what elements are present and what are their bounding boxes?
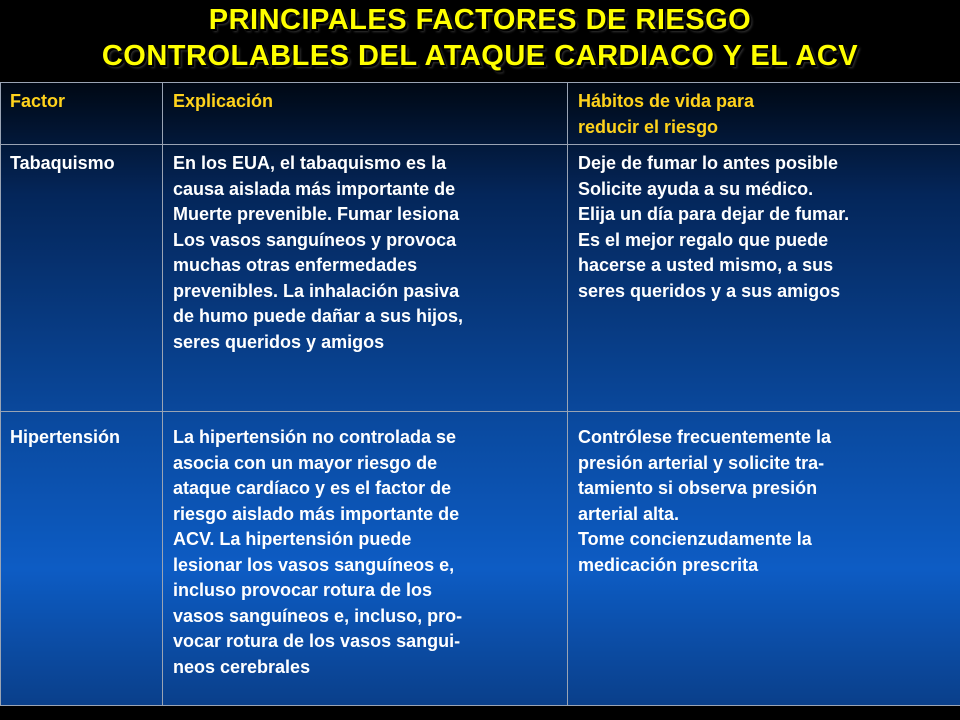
cell-habitos: Deje de fumar lo antes posible Solicite ayuda a su médico. Elija un día para dejar de fumar. Es el mejor regalo que puede hacerse a usted mismo, a sus seres queridos y a sus amigos [568, 145, 960, 412]
slide-title [0, 2, 960, 74]
cell-habitos: Contrólese frecuentemente la presión arterial y solicite tra- tamiento si observa presión arterial alta. Tome concienzudamente la medicación prescrita [568, 412, 960, 706]
table-row [1, 145, 960, 412]
slide-title-line-2: CONTROLABLES DEL ATAQUE CARDIACO Y EL ACV [101, 40, 859, 72]
cell-explicacion: En los EUA, el tabaquismo es la causa aislada más importante de Muerte prevenible. Fumar lesiona Los vasos sanguíneos y provoca muchas otras enfermedades prevenibles. La inhalación pasiva de humo puede dañar a sus hijos, seres queridos y amigos [163, 145, 568, 412]
header-factor: Factor [1, 83, 163, 145]
table-header-row [1, 83, 960, 145]
table-row [1, 412, 960, 706]
cell-factor: Hipertensión [1, 412, 163, 706]
header-habitos: Hábitos de vida para reducir el riesgo [568, 83, 960, 145]
header-explicacion: Explicación [163, 83, 568, 145]
cell-factor: Tabaquismo [1, 145, 163, 412]
risk-factors-table [0, 82, 960, 706]
cell-explicacion: La hipertensión no controlada se asocia con un mayor riesgo de ataque cardíaco y es el factor de riesgo aislado más importante de ACV. La hipertensión puede lesionar los vasos sanguíneos e, incluso provocar rotura de los vasos sanguíneos e, incluso, pro- vocar rotura de los vasos sangui- neos cerebrales [163, 412, 568, 706]
slide-title-line-1: PRINCIPALES FACTORES DE RIESGO [208, 4, 752, 36]
